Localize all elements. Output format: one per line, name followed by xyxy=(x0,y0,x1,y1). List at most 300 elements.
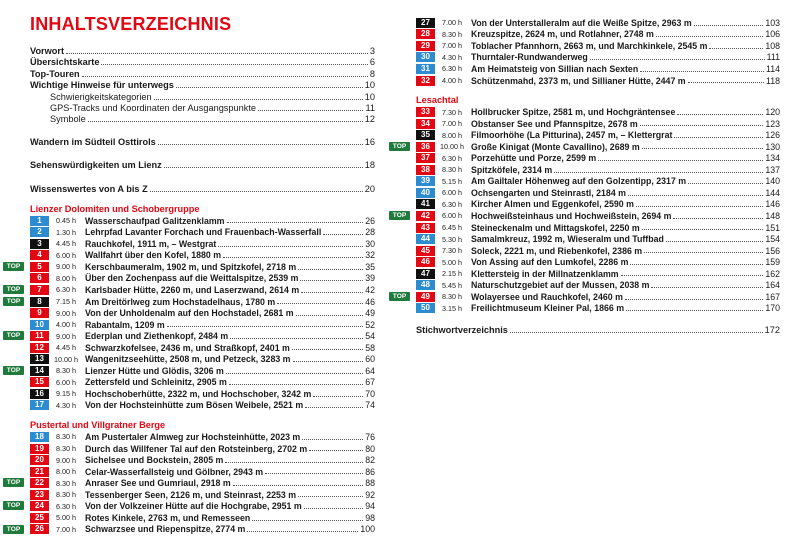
toc-entry[interactable] xyxy=(30,80,375,91)
toc-label: Symbole xyxy=(50,114,86,125)
tour-title: Freilichtmuseum Kleiner Pal, 1866 m xyxy=(471,303,625,314)
tour-title: Wallfahrt über den Kofel, 1880 m xyxy=(85,250,222,261)
tour-entry[interactable] xyxy=(416,268,780,280)
general-sections-list xyxy=(30,137,375,195)
toc-entry[interactable] xyxy=(30,160,375,171)
dot-leader xyxy=(590,59,765,60)
tour-entry[interactable] xyxy=(416,303,780,315)
toc-entry[interactable] xyxy=(30,69,375,80)
tour-page-number: 123 xyxy=(765,118,780,129)
toc-label: Wissenswertes von A bis Z xyxy=(30,183,148,194)
tour-page-number: 74 xyxy=(365,400,375,411)
dot-leader xyxy=(167,326,364,327)
tour-duration: 9.00 h xyxy=(56,262,76,272)
tour-page-number: 52 xyxy=(365,319,375,330)
tour-entry[interactable] xyxy=(30,466,375,478)
tour-page-number: 108 xyxy=(765,40,780,51)
tour-page-number: 26 xyxy=(365,215,375,226)
tour-duration: 7.00 h xyxy=(442,119,462,129)
tour-entry[interactable] xyxy=(30,342,375,354)
tour-duration: 4.45 h xyxy=(56,343,76,353)
tour-title: Wasserschaufpad Galitzenklamm xyxy=(85,215,225,226)
tour-number-badge: 9 xyxy=(30,308,49,318)
tour-duration: 8.30 h xyxy=(56,490,76,500)
dot-leader xyxy=(233,485,364,486)
dot-leader xyxy=(300,280,363,281)
dot-leader xyxy=(628,195,763,196)
tour-duration: 7.30 h xyxy=(442,107,462,117)
tour-page-number: 70 xyxy=(365,388,375,399)
dot-leader xyxy=(709,48,763,49)
dot-leader xyxy=(150,191,363,192)
tour-number-badge: 13 xyxy=(30,354,49,364)
tour-page-number: 76 xyxy=(365,431,375,442)
top-tour-badge: TOP xyxy=(389,292,410,301)
tour-entry[interactable] xyxy=(6,296,375,308)
tour-duration: 8.30 h xyxy=(442,292,462,302)
tour-title: Über den Zochenpass auf die Weittalspitze, 2539 m xyxy=(85,273,299,284)
tour-entry[interactable] xyxy=(30,400,375,412)
tour-title: Thurntaler-Rundwanderweg xyxy=(471,52,588,63)
toc-page-number: 172 xyxy=(764,325,780,336)
tour-duration: 8.00 h xyxy=(442,130,462,140)
tour-duration: 6.00 h xyxy=(56,377,76,387)
tour-page-number: 46 xyxy=(365,296,375,307)
tour-duration: 9.00 h xyxy=(56,308,76,318)
dot-leader xyxy=(666,241,763,242)
toc-page-number: 12 xyxy=(364,114,375,125)
dot-leader xyxy=(313,396,363,397)
tour-entry[interactable] xyxy=(392,210,780,222)
toc-page-number: 16 xyxy=(364,136,375,147)
tour-entry[interactable] xyxy=(6,524,375,536)
tour-page-number: 137 xyxy=(765,164,780,175)
tour-entry[interactable] xyxy=(6,330,375,342)
tour-entry[interactable] xyxy=(6,284,375,296)
dot-leader xyxy=(642,148,764,149)
tour-number-badge: 8 xyxy=(30,297,49,307)
dot-leader xyxy=(292,349,363,350)
tour-entry[interactable] xyxy=(30,307,375,319)
tour-title: Von der Unholdenalm auf den Hochstadel, 2681 m xyxy=(85,308,294,319)
top-tour-badge: TOP xyxy=(389,211,410,220)
tour-page-number: 114 xyxy=(765,63,780,74)
dot-leader xyxy=(164,167,363,168)
dot-leader xyxy=(66,53,368,54)
tour-title: Celar-Wasserfallsteig und Gölbner, 2943 m xyxy=(85,466,264,477)
tour-duration: 6.30 h xyxy=(56,501,76,511)
toc-label: Schwierigkeitskategorien xyxy=(50,91,152,102)
tour-number-badge: 48 xyxy=(416,280,435,290)
tour-number-badge: 36 xyxy=(416,142,435,152)
tour-entry[interactable] xyxy=(6,477,375,489)
top-tour-badge: TOP xyxy=(3,525,24,534)
tour-duration: 10.00 h xyxy=(54,354,78,364)
tour-page-number: 64 xyxy=(365,365,375,376)
tour-page-number: 98 xyxy=(365,512,375,523)
dot-leader xyxy=(323,234,363,235)
dot-leader xyxy=(176,87,363,88)
tour-entry[interactable] xyxy=(392,291,780,303)
tour-title: Ochsengarten und Steinrastl, 2184 m xyxy=(471,187,626,198)
tour-number-badge: 44 xyxy=(416,234,435,244)
tour-page-number: 156 xyxy=(765,245,780,256)
tour-entry[interactable] xyxy=(30,226,375,238)
dot-leader xyxy=(510,332,763,333)
tour-number-badge: 7 xyxy=(30,285,49,295)
tour-entry[interactable] xyxy=(416,75,780,87)
dot-leader xyxy=(644,252,763,253)
tour-duration: 8.30 h xyxy=(56,478,76,488)
tour-number-badge: 12 xyxy=(30,343,49,353)
tour-duration: 5.00 h xyxy=(442,257,462,267)
tour-entry[interactable] xyxy=(416,63,780,75)
toc-entry-index[interactable] xyxy=(416,325,780,336)
toc-label: Sehenswürdigkeiten um Lienz xyxy=(30,160,162,171)
top-tour-badge: TOP xyxy=(3,262,24,271)
toc-label: Wandern im Südteil Osttirols xyxy=(30,136,156,147)
tour-entry[interactable] xyxy=(416,106,780,118)
tour-page-number: 167 xyxy=(765,291,780,302)
dot-leader xyxy=(82,76,368,77)
tour-title: Am Heimatsteig von Sillian nach Sexten xyxy=(471,63,639,74)
tour-entry[interactable] xyxy=(30,454,375,466)
tour-duration: 0.45 h xyxy=(56,216,76,226)
tour-page-number: 148 xyxy=(765,210,780,221)
tour-number-badge: 49 xyxy=(416,292,435,302)
tour-title: Porzehütte und Porze, 2599 m xyxy=(471,153,597,164)
tour-page-number: 67 xyxy=(365,377,375,388)
tour-title: Sichelsee und Bockstein, 2805 m xyxy=(85,455,224,466)
tour-duration: 5.45 h xyxy=(442,280,462,290)
top-tour-badge: TOP xyxy=(389,142,410,151)
dot-leader xyxy=(621,275,764,276)
tour-duration: 4.30 h xyxy=(442,52,462,62)
tour-title: Spitzköfele, 2314 m xyxy=(471,164,553,175)
dot-leader xyxy=(674,137,763,138)
tour-number-badge: 22 xyxy=(30,478,49,488)
dot-leader xyxy=(298,269,363,270)
tour-duration: 6.30 h xyxy=(442,153,462,163)
tour-number-badge: 41 xyxy=(416,199,435,209)
toc-entry[interactable] xyxy=(30,137,375,148)
tour-entry[interactable] xyxy=(30,273,375,285)
tour-entry[interactable] xyxy=(416,164,780,176)
tour-duration: 1.30 h xyxy=(56,227,76,237)
tour-entry[interactable] xyxy=(30,512,375,524)
tour-page-number: 154 xyxy=(765,234,780,245)
tour-duration: 9.00 h xyxy=(56,331,76,341)
tour-entry[interactable] xyxy=(30,443,375,455)
tour-number-badge: 24 xyxy=(30,501,49,511)
tour-title: Obstanser See und Pfannspitze, 2678 m xyxy=(471,118,638,129)
tour-entry[interactable] xyxy=(416,279,780,291)
tour-page-number: 60 xyxy=(365,354,375,365)
tour-duration: 4.30 h xyxy=(56,400,76,410)
toc-page-number: 8 xyxy=(369,68,375,79)
tour-page-number: 134 xyxy=(765,153,780,164)
top-tour-badge: TOP xyxy=(3,331,24,340)
tour-number-badge: 14 xyxy=(30,366,49,376)
tour-entry[interactable] xyxy=(416,118,780,130)
tour-entry[interactable] xyxy=(416,256,780,268)
tour-number-badge: 11 xyxy=(30,331,49,341)
tour-duration: 7.00 h xyxy=(56,524,76,534)
toc-page-number: 3 xyxy=(369,46,375,56)
tour-number-badge: 18 xyxy=(30,432,49,442)
tour-entry[interactable] xyxy=(416,222,780,234)
dot-leader xyxy=(626,310,763,311)
tour-page-number: 103 xyxy=(765,17,780,28)
tour-duration: 8.00 h xyxy=(56,467,76,477)
tour-title: Große Kinigat (Monte Cavallino), 2689 m xyxy=(471,141,640,152)
tour-entry[interactable] xyxy=(6,500,375,512)
tour-page-number: 80 xyxy=(365,443,375,454)
tour-title: Rabantalm, 1209 m xyxy=(85,319,165,330)
tour-number-badge: 2 xyxy=(30,227,49,237)
tour-page-number: 28 xyxy=(365,227,375,238)
tour-number-badge: 27 xyxy=(416,18,435,28)
tour-entry[interactable] xyxy=(30,431,375,443)
tour-entry[interactable] xyxy=(416,233,780,245)
tour-page-number: 159 xyxy=(765,257,780,268)
tour-number-badge: 16 xyxy=(30,389,49,399)
tour-title: Filmoorhöhe (La Pitturina), 2457 m, – Klettergrat xyxy=(471,130,673,141)
tour-title: Hochweißsteinhaus und Hochweißstein, 2694 m xyxy=(471,210,672,221)
tour-page-number: 144 xyxy=(765,187,780,198)
tour-duration: 8.00 h xyxy=(56,273,76,283)
tour-duration: 6.45 h xyxy=(442,223,462,233)
tour-entry[interactable] xyxy=(30,353,375,365)
tour-number-badge: 45 xyxy=(416,246,435,256)
tour-duration: 3.15 h xyxy=(442,303,462,313)
tour-entry[interactable] xyxy=(392,141,780,153)
dot-leader xyxy=(673,218,763,219)
top-tour-badge: TOP xyxy=(3,297,24,306)
toc-subentry[interactable] xyxy=(30,103,375,114)
tour-entry[interactable] xyxy=(416,129,780,141)
dot-leader xyxy=(252,520,363,521)
top-tour-badge: TOP xyxy=(3,478,24,487)
tour-duration: 9.00 h xyxy=(56,455,76,465)
tour-entry[interactable] xyxy=(416,245,780,257)
tour-duration: 7.00 h xyxy=(442,41,462,51)
dot-leader xyxy=(554,172,763,173)
tour-entry[interactable] xyxy=(416,152,780,164)
dot-leader xyxy=(258,110,363,111)
tour-entry[interactable] xyxy=(6,365,375,377)
tour-entry[interactable] xyxy=(30,319,375,331)
tour-page-number: 120 xyxy=(765,107,780,118)
tour-number-badge: 10 xyxy=(30,320,49,330)
dot-leader xyxy=(225,462,363,463)
tour-duration: 9.15 h xyxy=(56,389,76,399)
tour-number-badge: 39 xyxy=(416,176,435,186)
tour-title: Naturschutzgebiet auf der Mussen, 2038 m xyxy=(471,280,650,291)
tour-title: Kreuzspitze, 2624 m, und Rotlahner, 2748 m xyxy=(471,29,654,40)
front-matter-list xyxy=(30,46,375,126)
tour-page-number: 49 xyxy=(365,308,375,319)
top-tour-badge: TOP xyxy=(3,366,24,375)
tour-number-badge: 6 xyxy=(30,273,49,283)
tour-title: Schützenmahd, 2373 m, und Sillianer Hütte, 2447 m xyxy=(471,75,686,86)
tour-entry[interactable] xyxy=(30,388,375,400)
tour-number-badge: 38 xyxy=(416,165,435,175)
tour-title: Anraser See und Gumriaul, 2918 m xyxy=(85,478,231,489)
tour-duration: 7.00 h xyxy=(442,18,462,28)
dot-leader xyxy=(636,206,763,207)
toc-page-number: 18 xyxy=(364,160,375,171)
tour-duration: 8.30 h xyxy=(442,165,462,175)
tour-number-badge: 23 xyxy=(30,490,49,500)
tour-list-lesachtal xyxy=(392,106,780,314)
tour-title: Karlsbader Hütte, 2260 m, und Laserzwand, 2614 m xyxy=(85,284,300,295)
tour-page-number: 164 xyxy=(765,280,780,291)
toc-label: GPS-Tracks und Koordinaten der Ausgangspunkte xyxy=(50,102,256,113)
tour-duration: 7.30 h xyxy=(442,246,462,256)
tour-title: Rotes Kinkele, 2763 m, und Remesseen xyxy=(85,512,251,523)
tour-title: Von der Unterstalleralm auf die Weiße Spitze, 2963 m xyxy=(471,17,692,28)
toc-entry[interactable] xyxy=(30,46,375,57)
tour-title: Von der Hochsteinhütte zum Bösen Weibele, 2521 m xyxy=(85,400,304,411)
toc-label: Übersichtskarte xyxy=(30,57,100,68)
toc-subentry[interactable] xyxy=(30,114,375,125)
tour-title: Durch das Willfener Tal auf den Rotsteinberg, 2702 m xyxy=(85,443,308,454)
tour-duration: 2.15 h xyxy=(442,269,462,279)
dot-leader xyxy=(304,508,363,509)
tour-page-number: 130 xyxy=(765,141,780,152)
tour-number-badge: 15 xyxy=(30,377,49,387)
tour-number-badge: 30 xyxy=(416,52,435,62)
tour-title: Am Gailtaler Höhenweg auf den Golzentipp, 2317 m xyxy=(471,176,687,187)
dot-leader xyxy=(223,257,363,258)
tour-page-number: 94 xyxy=(365,501,375,512)
tour-duration: 8.30 h xyxy=(56,444,76,454)
tour-number-badge: 35 xyxy=(416,130,435,140)
tour-title: Ederplan und Ziethenkopf, 2484 m xyxy=(85,331,229,342)
tour-title: Soleck, 2221 m, und Riebenkofel, 2386 m xyxy=(471,245,643,256)
tour-page-number: 42 xyxy=(365,284,375,295)
tour-number-badge: 29 xyxy=(416,41,435,51)
tour-list-pustertal-continued xyxy=(416,17,780,86)
tour-page-number: 58 xyxy=(365,342,375,353)
tour-title: Rauchkofel, 1911 m, – Westgrat xyxy=(85,238,217,249)
tour-number-badge: 17 xyxy=(30,400,49,410)
dot-leader xyxy=(227,222,364,223)
tour-duration: 4.00 h xyxy=(56,320,76,330)
tour-page-number: 106 xyxy=(765,29,780,40)
dot-leader xyxy=(305,407,363,408)
tour-entry[interactable] xyxy=(30,215,375,227)
tour-page-number: 30 xyxy=(365,238,375,249)
tour-number-badge: 33 xyxy=(416,107,435,117)
tour-page-number: 82 xyxy=(365,455,375,466)
tour-number-badge: 25 xyxy=(30,513,49,523)
tour-entry[interactable] xyxy=(416,17,780,29)
tour-duration: 8.30 h xyxy=(56,366,76,376)
toc-page-number: 10 xyxy=(364,80,375,91)
top-tour-badge: TOP xyxy=(3,501,24,510)
tour-entry[interactable] xyxy=(416,29,780,41)
dot-leader xyxy=(101,64,367,65)
tour-title: Am Dreitörlweg zum Hochstadelhaus, 1780 m xyxy=(85,296,276,307)
tour-title: Wolayersee und Rauchkofel, 2460 m xyxy=(471,291,623,302)
dot-leader xyxy=(640,125,764,126)
tour-duration: 6.00 h xyxy=(442,211,462,221)
tour-entry[interactable] xyxy=(416,176,780,188)
region-heading-lesachtal: Lesachtal xyxy=(416,95,459,106)
tour-page-number: 111 xyxy=(766,52,780,63)
dot-leader xyxy=(154,99,363,100)
toc-entry[interactable] xyxy=(30,184,375,195)
tour-entry[interactable] xyxy=(30,377,375,389)
tour-title: Samalmkreuz, 1992 m, Wieseralm und Tuffbad xyxy=(471,234,664,245)
dot-leader xyxy=(158,144,363,145)
dot-leader xyxy=(298,496,363,497)
tour-number-badge: 47 xyxy=(416,269,435,279)
tour-entry[interactable] xyxy=(416,199,780,211)
right-column xyxy=(392,17,780,337)
tour-entry[interactable] xyxy=(30,489,375,501)
tour-number-badge: 19 xyxy=(30,444,49,454)
tour-duration: 8.30 h xyxy=(56,432,76,442)
toc-entry[interactable] xyxy=(30,57,375,68)
dot-leader xyxy=(630,264,763,265)
tour-page-number: 32 xyxy=(365,250,375,261)
toc-label: Wichtige Hinweise für unterwegs xyxy=(30,80,174,91)
dot-leader xyxy=(656,36,763,37)
left-column xyxy=(6,46,375,535)
dot-leader xyxy=(598,160,763,161)
tour-page-number: 126 xyxy=(765,130,780,141)
toc-page-number: 10 xyxy=(364,91,375,102)
dot-leader xyxy=(309,450,363,451)
tour-entry[interactable] xyxy=(416,52,780,64)
tour-page-number: 39 xyxy=(365,273,375,284)
tour-title: Tessenberger Seen, 2126 m, und Steinrast, 2253 m xyxy=(85,489,297,500)
tour-duration: 6.30 h xyxy=(56,285,76,295)
dot-leader xyxy=(226,373,363,374)
tour-number-badge: 31 xyxy=(416,64,435,74)
tour-entry[interactable] xyxy=(416,40,780,52)
tour-number-badge: 37 xyxy=(416,153,435,163)
tour-duration: 10.00 h xyxy=(440,142,464,152)
tour-entry[interactable] xyxy=(6,261,375,273)
tour-page-number: 162 xyxy=(765,268,780,279)
tour-entry[interactable] xyxy=(30,250,375,262)
top-tour-badge: TOP xyxy=(3,285,24,294)
tour-duration: 4.00 h xyxy=(442,76,462,85)
dot-leader xyxy=(688,82,764,83)
tour-page-number: 151 xyxy=(765,222,780,233)
toc-subentry[interactable] xyxy=(30,92,375,103)
tour-page-number: 86 xyxy=(365,466,375,477)
tour-entry[interactable] xyxy=(30,238,375,250)
dot-leader xyxy=(694,25,764,26)
tour-duration: 5.15 h xyxy=(442,176,462,186)
tour-number-badge: 28 xyxy=(416,29,435,39)
tour-list-pustertal xyxy=(6,431,375,535)
tour-entry[interactable] xyxy=(416,187,780,199)
toc-label: Vorwort xyxy=(30,46,65,56)
tour-number-badge: 26 xyxy=(30,524,49,534)
toc-label: Top-Touren xyxy=(30,68,80,79)
tour-number-badge: 42 xyxy=(416,211,435,221)
dot-leader xyxy=(296,315,364,316)
dot-leader xyxy=(642,229,764,230)
tour-title: Steineckenalm und Mittagskofel, 2250 m xyxy=(471,222,640,233)
tour-number-badge: 4 xyxy=(30,250,49,260)
